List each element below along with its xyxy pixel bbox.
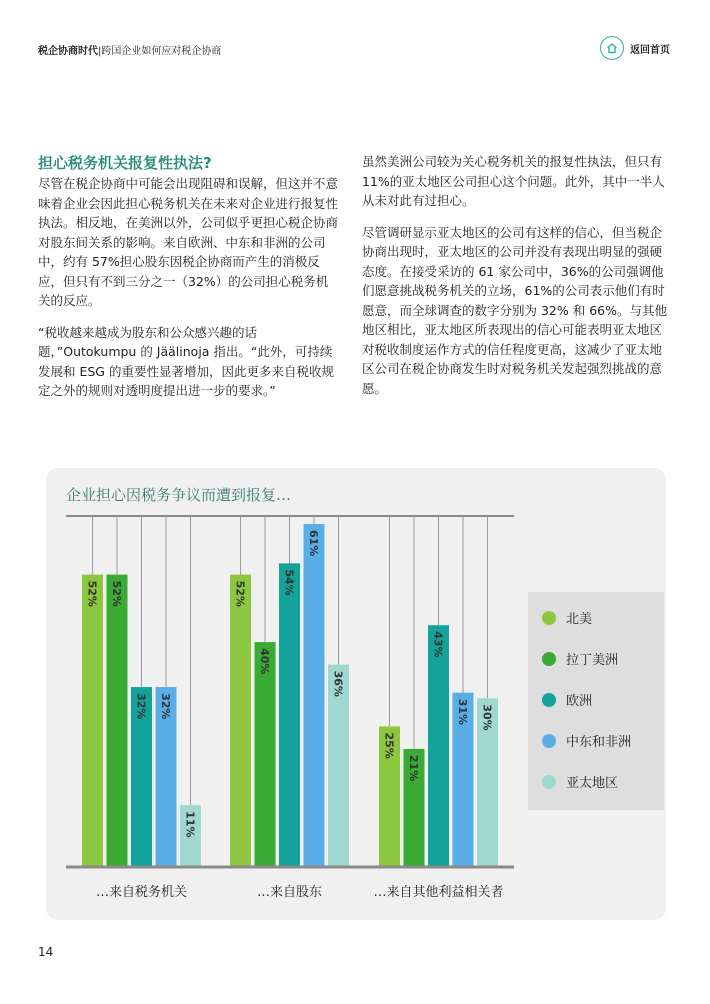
- bar-2-2: [255, 642, 276, 867]
- bar-1-1: [82, 575, 103, 867]
- legend-label: 欧洲: [566, 694, 593, 709]
- bar-4-2: [304, 524, 325, 867]
- home-label[interactable]: 返回首页: [630, 44, 670, 56]
- chart-legend: [528, 592, 664, 810]
- left-paragraph-1: 尽管在税企协商中可能会出现阻碍和误解，但这并不意味着企业会因此担心税务机关在未来对企业进行报复性执法。相反地，在美洲以外，公司似乎更担心税企协商对股东间关系的影响。来自欧洲、中东和非洲的公司中，约有 57%担心股东因税企协商而产生的消极反应，但只有不到三分之一（32%）的公司担心税务机关的反应。: [38, 176, 339, 308]
- section-heading: 担心税务机关报复性执法?: [38, 154, 212, 172]
- legend-swatch: [542, 693, 556, 707]
- data-label: 52%: [85, 580, 99, 607]
- data-label: 52%: [233, 580, 247, 607]
- right-paragraph-1: 虽然美洲公司较为关心税务机关的报复性执法，但只有 11%的亚太地区公司担心这个问题。此外，其中一半人从未对此有过担心。: [362, 154, 665, 208]
- bar-3-2: [279, 563, 300, 867]
- page-number: 14: [38, 945, 54, 959]
- legend-swatch: [542, 611, 556, 625]
- data-label: 21%: [407, 754, 420, 782]
- legend-swatch: [542, 775, 556, 789]
- bar-3-3: [428, 625, 449, 867]
- bar-2-1: [107, 575, 128, 867]
- category-label: …来自税务机关: [95, 885, 187, 900]
- legend-label: 中东和非洲: [566, 735, 632, 750]
- data-label: 25%: [382, 732, 396, 759]
- bar-1-2: [230, 575, 251, 867]
- data-label: 11%: [183, 811, 197, 838]
- data-label: 54%: [282, 569, 296, 596]
- data-label: 30%: [480, 704, 494, 731]
- legend-item: [542, 608, 592, 627]
- legend-swatch: [542, 734, 556, 748]
- chart-title: 企业担心因税务争议而遭到报复…: [66, 486, 292, 504]
- data-label: 32%: [159, 693, 172, 720]
- data-label: 43%: [431, 631, 445, 658]
- left-paragraph-2: “税收越来越成为股东和公众感兴趣的话题，”Outokumpu 的 Jäälinoja 指出。“此外，可持续发展和 ESG 的重要性显著增加，因此更多来自税收规定之外的规则对透明度提出进一步的要求。”: [38, 324, 334, 398]
- legend-item: [542, 690, 592, 709]
- right-paragraph-2: 尽管调研显示亚太地区的公司有这样的信心，但当税企协商出现时，亚太地区的公司并没有表现出明显的强硬态度。在接受采访的 61 家公司中，36%的公司强调他们愿意挑战税务机关的立场，61%的公司表示他们有时愿意，而全球调查的数字分别为 32% 和 66%。与其他地区相比，亚太地区所表现出的信心可能表明亚太地区对税收制度运作方式的信任程度更高，这减少了亚太地区公司在税企协商发生时对税务机关发起强烈挑战的意愿。: [362, 224, 667, 396]
- data-label: 32%: [134, 693, 148, 720]
- legend-item: [542, 772, 618, 791]
- category-label: …来自其他利益相关者: [373, 885, 504, 900]
- data-label: 40%: [258, 648, 271, 675]
- data-label: 31%: [456, 698, 469, 726]
- legend-label: 北美: [566, 612, 593, 627]
- data-label: 61%: [307, 530, 320, 557]
- legend-label: 拉丁美洲: [566, 653, 619, 668]
- legend-item: [542, 731, 631, 750]
- legend-label: 亚太地区: [566, 776, 619, 791]
- header-title: 税企协商时代: [38, 46, 98, 57]
- category-label: …来自股东: [256, 885, 322, 900]
- legend-item: [542, 649, 618, 668]
- data-label: 52%: [110, 580, 123, 607]
- data-label: 36%: [331, 670, 345, 697]
- legend-swatch: [542, 652, 556, 666]
- header-subtitle: |跨国企业如何应对税企协商: [98, 46, 222, 57]
